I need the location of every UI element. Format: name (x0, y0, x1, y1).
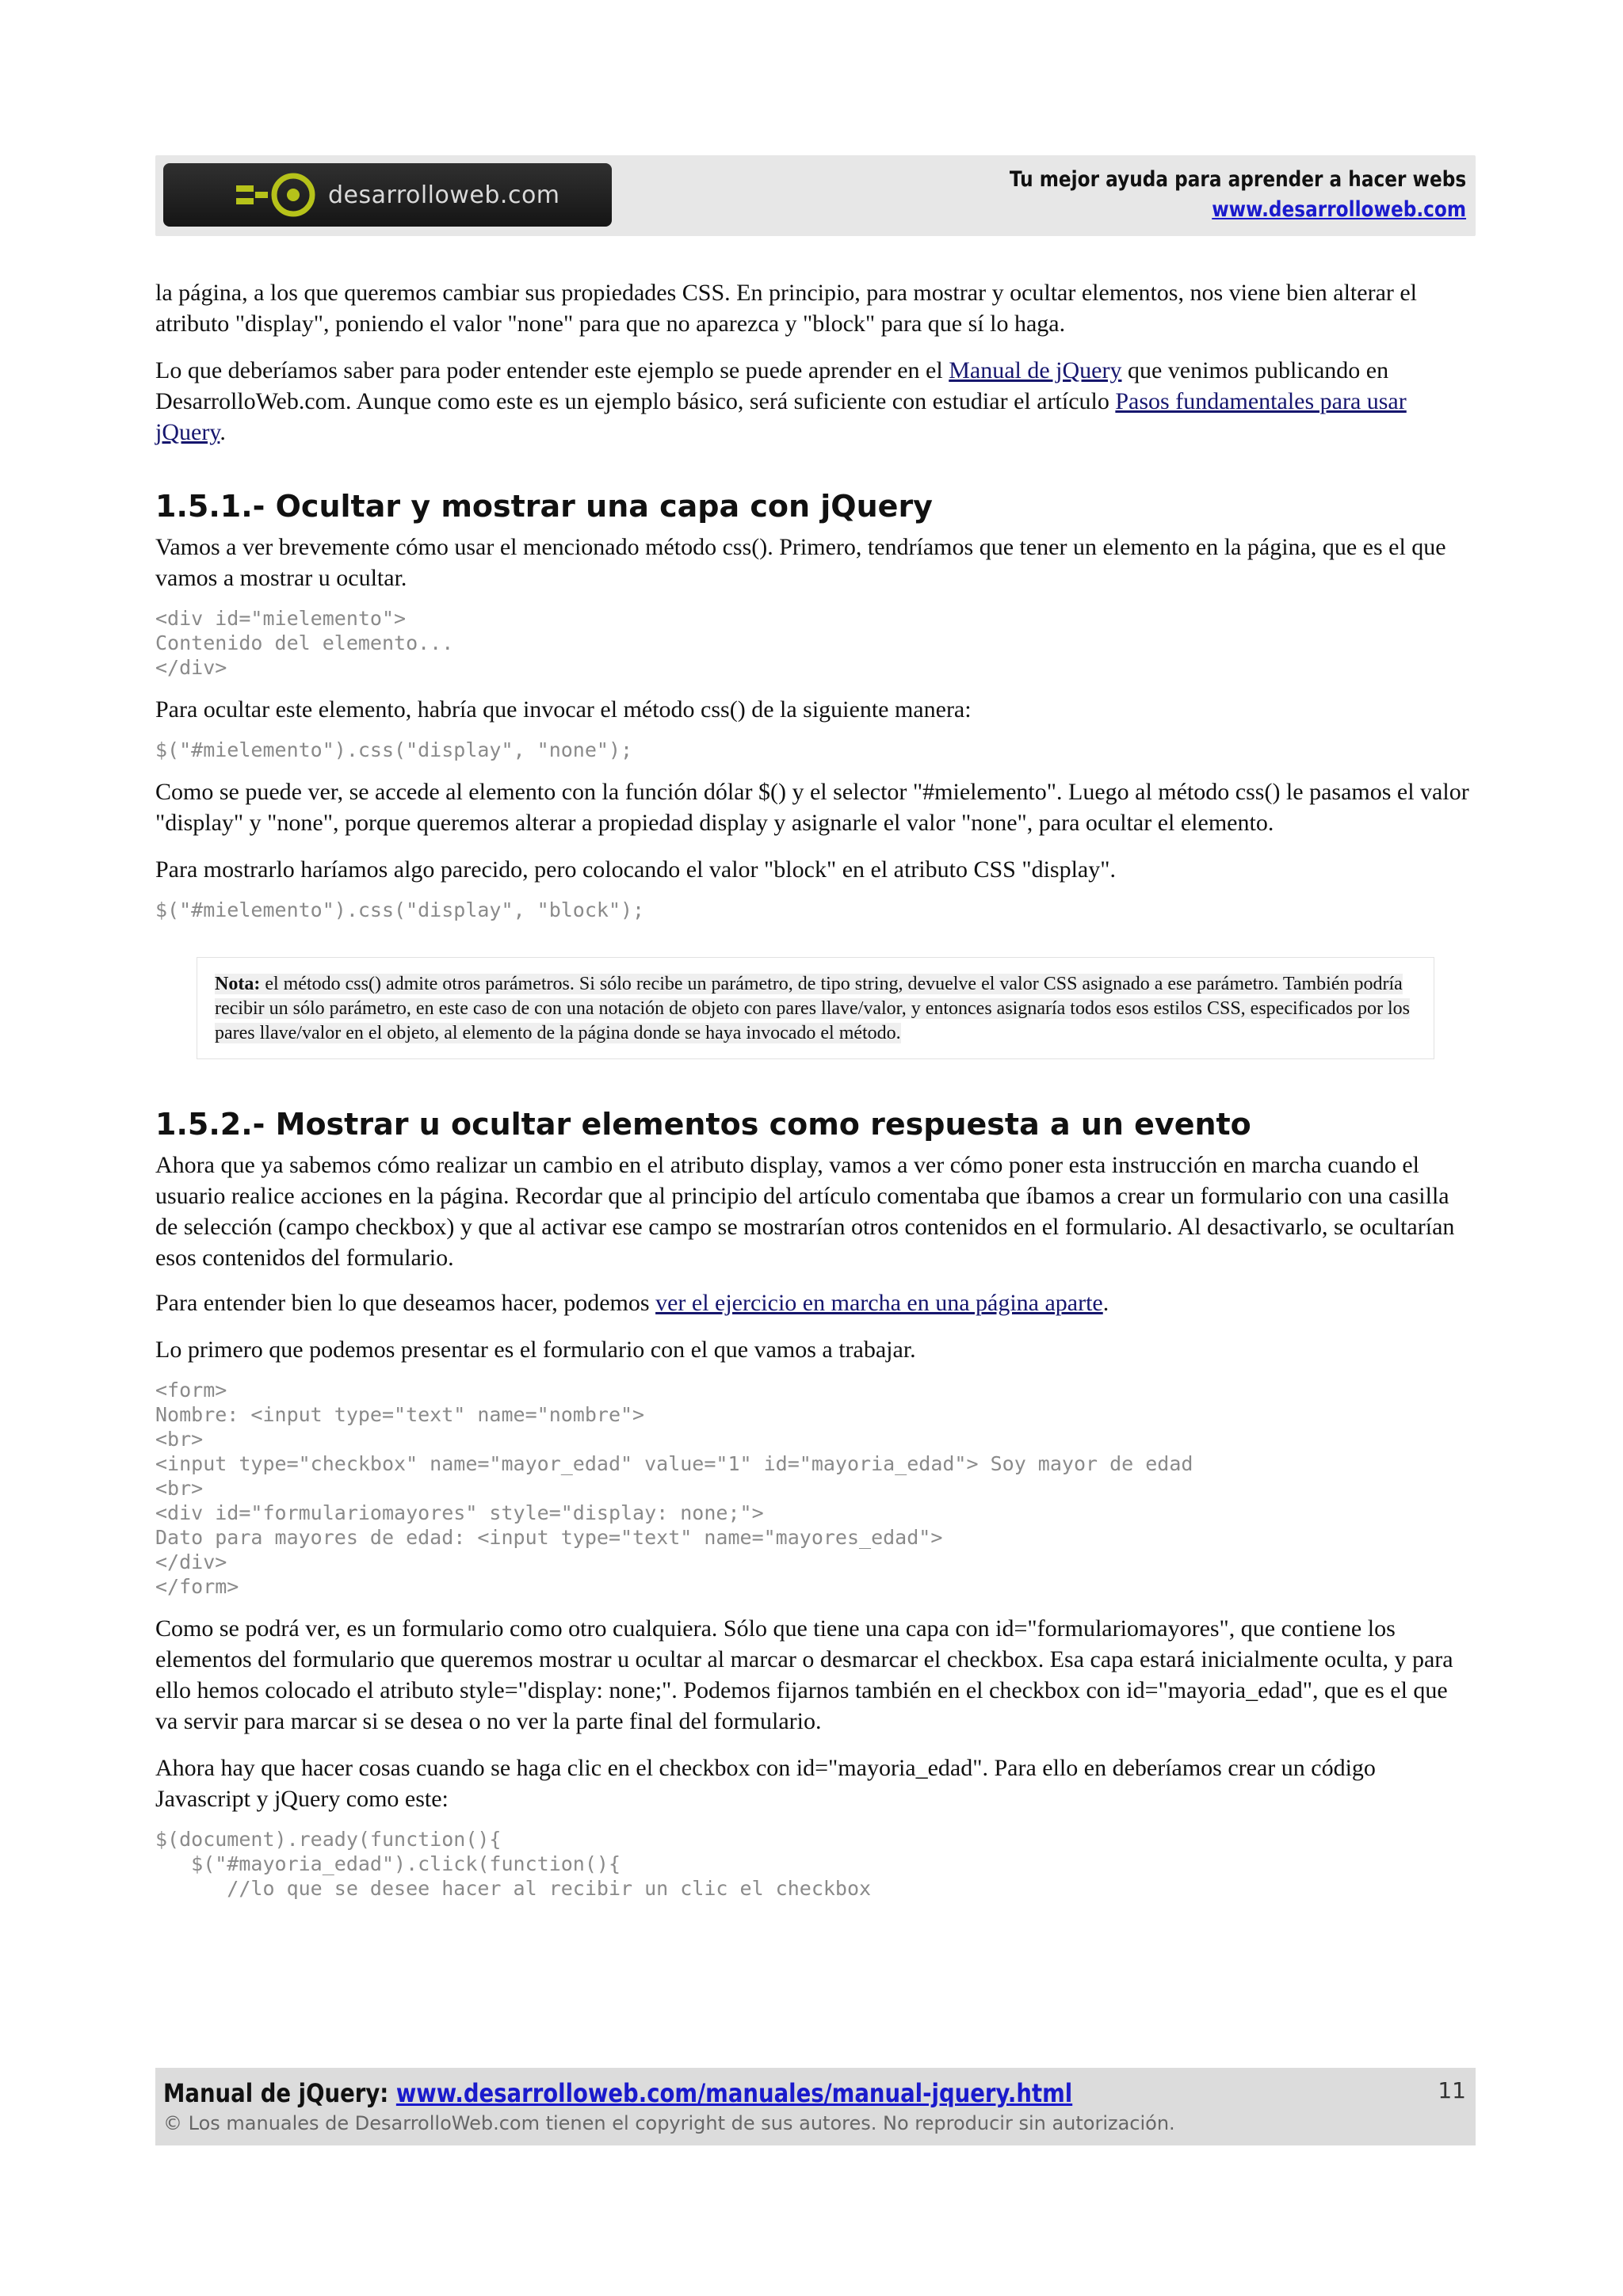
manual-jquery-link[interactable]: Manual de jQuery (949, 357, 1122, 383)
footer-manual-label: Manual de jQuery: (163, 2078, 396, 2108)
footer-copyright: © Los manuales de DesarrolloWeb.com tienen el copyright de sus autores. No reproducir sin autorización. (163, 2112, 1175, 2134)
footer-manual (163, 2077, 1072, 2109)
paragraph: Como se puede ver, se accede al elemento con la función dólar $() y el selector "#mielemento". Luego al método css() le pasamos el valor "display" y "none", porque queremos alterar a propiedad display y asignarle el valor "none", para ocultar el elemento. (155, 779, 1469, 836)
paragraph: Ahora hay que hacer cosas cuando se haga clic en el checkbox con id="mayoria_edad". Para ello en deberíamos crear un código Javascript y jQuery como este: (155, 1755, 1376, 1812)
header-slogan: Tu mejor ayuda para aprender a hacer webs (1009, 167, 1466, 192)
paragraph (155, 355, 1476, 448)
code-block: $(document).ready(function(){ $("#mayoria_edad").click(function(){ //lo que se desee hacer al recibir un clic el checkbox (155, 1828, 872, 1900)
note-text: el método css() admite otros parámetros. Si sólo recibe un parámetro, de tipo string, devuelve el valor CSS asignado a ese parámetro. También podría recibir un sólo parámetro, en este caso de con una notación de objeto con pares llave/valor, y entonces asignaría todos esos estilos CSS, especificados por los pares llave/valor en el objeto, al elemento de la página donde se haya invocado el método. (215, 974, 1410, 1043)
text-run: Para entender bien lo que deseamos hacer, podemos (155, 1290, 656, 1316)
footer-manual-link[interactable]: www.desarrolloweb.com/manuales/manual-jquery.html (395, 2078, 1073, 2108)
logo-icon (235, 171, 322, 219)
section-heading: 1.5.2.- Mostrar u ocultar elementos como respuesta a un evento (155, 1107, 1251, 1142)
code-block: <div id="mielemento"> Contenido del elemento... </div> (155, 607, 454, 679)
paragraph: Como se podrá ver, es un formulario como otro cualquiera. Sólo que tiene una capa con id="formulariomayores", que contiene los elementos del formulario que queremos mostrar u ocultar al marcar o desmarcar el checkbox. Esa capa estará inicialmente oculta, y para ello hemos colocado el atributo style="display: none;". Podemos fijarnos también en el checkbox con id="mayoria_edad", que es el que va servir para marcar si se desea o no ver la parte final del formulario. (155, 1615, 1453, 1734)
code-block: <form> Nombre: <input type="text" name="nombre"> <br> <input type="checkbox" name="mayor_edad" value="1" id="mayoria_edad"> Soy mayor de edad <br> <div id="formulariomayores" style="display: none;"> Dato para mayores de edad: <input type="text" name="mayores_edad"> </div> </form> (155, 1379, 1193, 1598)
paragraph: Lo primero que podemos presentar es el formulario con el que vamos a trabajar. (155, 1337, 916, 1363)
paragraph: Para mostrarlo haríamos algo parecido, pero colocando el valor "block" en el atributo CSS "display". (155, 856, 1116, 883)
site-logo[interactable] (163, 163, 612, 227)
page (155, 155, 1476, 1901)
note-box (197, 957, 1434, 1059)
page-header (155, 155, 1476, 236)
paragraph (155, 1287, 1476, 1318)
paragraph: Vamos a ver brevemente cómo usar el mencionado método css(). Primero, tendríamos que tener un elemento en la página, que es el que vamos a mostrar u ocultar. (155, 534, 1446, 591)
pasos-fundamentales-link[interactable]: Pasos fundamentales para usar jQuery (155, 388, 1407, 445)
page-footer (155, 2068, 1476, 2145)
page-number: 11 (1438, 2077, 1466, 2103)
code-block: $("#mielemento").css("display", "none"); (155, 738, 633, 761)
section-heading: 1.5.1.- Ocultar y mostrar una capa con jQuery (155, 489, 933, 524)
header-site-link[interactable]: www.desarrolloweb.com (1212, 197, 1466, 222)
text-run: . (1102, 1290, 1109, 1316)
ver-ejercicio-link[interactable]: ver el ejercicio en marcha en una página aparte (655, 1290, 1103, 1316)
text-run: que venimos publicando en DesarrolloWeb.com. Aunque como este es un ejemplo básico, será suficiente con estudiar el artículo (155, 357, 1389, 414)
text-run: . (220, 419, 226, 445)
header-tagline (935, 165, 1466, 225)
text-run: Lo que deberíamos saber para poder entender este ejemplo se puede aprender en el (155, 357, 949, 383)
paragraph: Para ocultar este elemento, habría que invocar el método css() de la siguiente manera: (155, 696, 972, 723)
code-block: $("#mielemento").css("display", "block"); (155, 898, 645, 921)
note-label: Nota: (215, 974, 261, 994)
paragraph: Ahora que ya sabemos cómo realizar un cambio en el atributo display, vamos a ver cómo poner esta instrucción en marcha cuando el usuario realice acciones en la página. Recordar que al principio del artículo comentaba que íbamos a crear un formulario con una casilla de selección (campo checkbox) y que al activar ese campo se mostrarían otros contenidos en el formulario. Al desactivarlo, se ocultarían esos contenidos del formulario. (155, 1152, 1455, 1271)
paragraph: la página, a los que queremos cambiar sus propiedades CSS. En principio, para mostrar y ocultar elementos, nos viene bien alterar el atributo "display", poniendo el valor "none" para que no aparezca y "block" para que sí lo haga. (155, 280, 1418, 337)
logo-text: desarrolloweb.com (328, 181, 560, 209)
